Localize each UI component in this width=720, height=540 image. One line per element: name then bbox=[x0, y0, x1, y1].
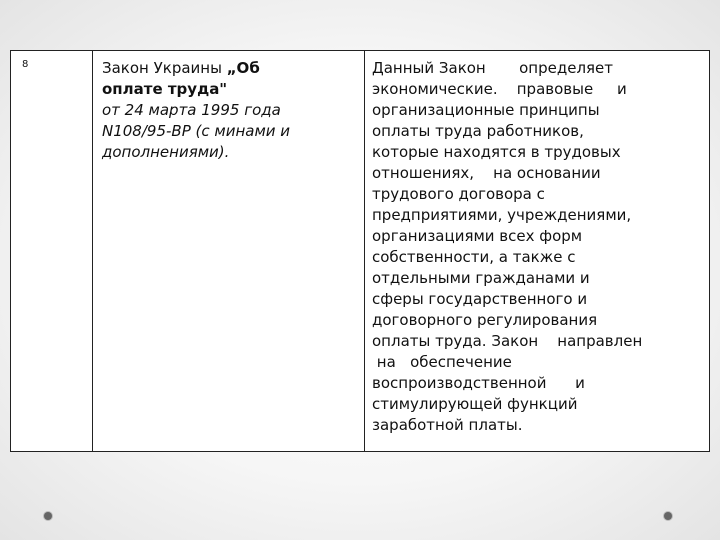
law-table bbox=[10, 50, 710, 452]
law-date-line: от 24 марта 1995 года bbox=[102, 101, 281, 119]
description-line: воспроизводственной и bbox=[372, 374, 585, 392]
law-title-line bbox=[102, 58, 352, 79]
description-line: экономические. правовые и bbox=[372, 80, 627, 98]
description-line: договорного регулирования bbox=[372, 311, 598, 329]
description-line: сферы государственного и bbox=[372, 290, 588, 308]
dot-icon bbox=[664, 512, 672, 520]
law-date-line: N108/95-ВР (с минами и bbox=[102, 122, 291, 140]
table-column-divider bbox=[364, 51, 365, 451]
law-prefix: Закон Украины bbox=[102, 59, 227, 77]
row-number: 8 bbox=[22, 59, 29, 70]
law-date-line: дополнениями). bbox=[102, 143, 230, 161]
description-line: отдельными гражданами и bbox=[372, 269, 590, 287]
description-line: трудового договора с bbox=[372, 185, 545, 203]
table-column-divider bbox=[92, 51, 93, 451]
description-line: стимулирующей функций bbox=[372, 395, 578, 413]
description-line: организационные принципы bbox=[372, 101, 600, 119]
description-line: оплаты труда работников, bbox=[372, 122, 584, 140]
dot-icon bbox=[44, 512, 52, 520]
description-line: оплаты труда. Закон направлен bbox=[372, 332, 643, 350]
description-line: организациями всех форм bbox=[372, 227, 583, 245]
law-title-part1: „Об bbox=[226, 59, 260, 77]
description-line: предприятиями, учреждениями, bbox=[372, 206, 632, 224]
law-title-part2: оплате труда" bbox=[102, 80, 228, 98]
description-line: на обеспечение bbox=[372, 353, 512, 371]
description-line: собственности, а также с bbox=[372, 248, 576, 266]
description-line: которые находятся в трудовых bbox=[372, 143, 621, 161]
description-line: заработной платы. bbox=[372, 416, 523, 434]
description-line: Данный Закон определяет bbox=[372, 59, 614, 77]
description-line: отношениях, на основании bbox=[372, 164, 601, 182]
law-name-cell bbox=[102, 58, 352, 163]
law-description-cell bbox=[372, 58, 707, 436]
